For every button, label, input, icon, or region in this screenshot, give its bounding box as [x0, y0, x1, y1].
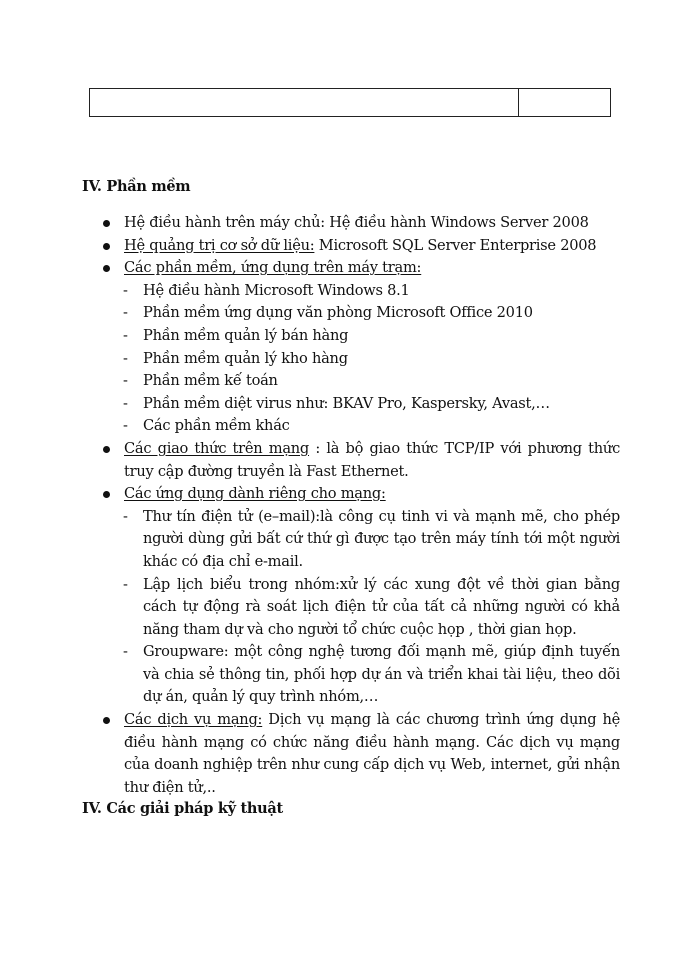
database-label: Hệ quảng trị cơ sở dữ liệu: — [124, 236, 315, 254]
os-server-text: Hệ điều hành trên máy chủ: Hệ điều hành Windows Server 2008 — [124, 214, 589, 231]
bullet-protocol — [102, 438, 620, 483]
software-content — [102, 212, 620, 799]
list-item: - Lập lịch biểu trong nhóm:xử lý các xung đột về thời gian bằng cách tự động rà soát lịch điện tử của tất cả những người có khả năng tham dự và cho người tổ chức cuộc họp , thời gian họp. — [102, 574, 620, 642]
bullet-os-server — [102, 212, 620, 235]
network-services-text: Dịch vụ mạng là các chương trình ứng dụng hệ điều hành mạng có chức năng điều hành mạng. Các dịch vụ mạng của doanh nghiệp trên như cung cấp dịch vụ Web, internet, gửi nhận thư điện tử,.. — [124, 711, 620, 796]
list-item: - Thư tín điện tử (e–mail):là công cụ tinh vi và mạnh mẽ, cho phép người dùng gửi bất cứ thứ gì được tạo trên máy tính tới một người khác có địa chỉ e-mail. — [102, 506, 620, 574]
list-item: - Phần mềm quản lý kho hàng — [102, 348, 620, 371]
list-item: - Phần mềm quản lý bán hàng — [102, 325, 620, 348]
table-cell — [90, 89, 519, 116]
protocol-text: : là bộ giao thức TCP/IP với phương thức truy cập đường truyền là Fast Ethernet. — [124, 439, 620, 480]
network-services-label: Các dịch vụ mạng: — [124, 711, 263, 729]
bullet-database — [102, 235, 620, 258]
list-item: - Phần mềm diệt virus như: BKAV Pro, Kaspersky, Avast,… — [102, 393, 620, 416]
bullet-network-services — [102, 709, 620, 799]
list-item: - Phần mềm kế toán — [102, 370, 620, 393]
table-fragment — [89, 88, 611, 117]
section-heading-software: IV. Phần mềm — [82, 178, 191, 195]
list-item: - Groupware: một công nghệ tương đối mạnh mẽ, giúp định tuyến và chia sẻ thông tin, phối hợp dự án và triển khai tài liệu, theo dõi dự án, quản lý quy trình nhóm,… — [102, 641, 620, 709]
bullet-network-apps — [102, 483, 620, 506]
network-apps-list — [102, 506, 620, 709]
list-item: - Hệ điều hành Microsoft Windows 8.1 — [102, 280, 620, 303]
list-item: - Phần mềm ứng dụng văn phòng Microsoft Office 2010 — [102, 302, 620, 325]
list-item: - Các phần mềm khác — [102, 415, 620, 438]
section-heading-solutions: IV. Các giải pháp kỹ thuật — [82, 800, 283, 817]
workstation-list — [102, 280, 620, 438]
network-apps-label: Các ứng dụng dành riêng cho mạng: — [124, 485, 386, 503]
protocol-label: Các giao thức trên mạng — [124, 439, 310, 457]
workstation-label: Các phần mềm, ứng dụng trên máy trạm: — [124, 259, 422, 277]
bullet-workstation — [102, 257, 620, 280]
table-cell — [519, 89, 610, 116]
database-value: Microsoft SQL Server Enterprise 2008 — [314, 236, 597, 254]
